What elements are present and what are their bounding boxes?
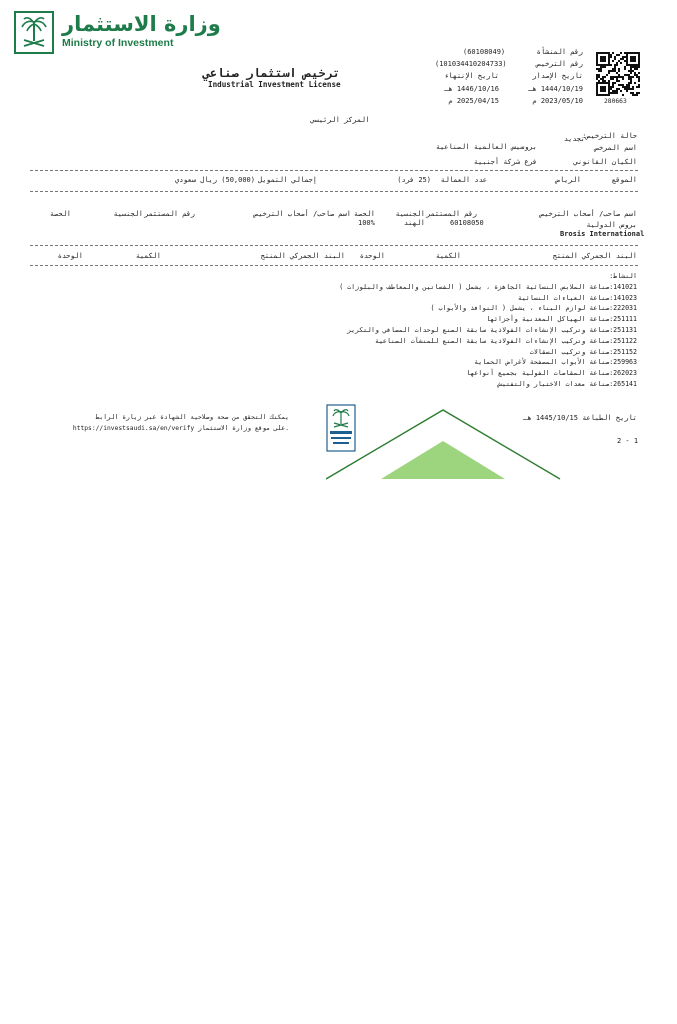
branch-label: المركز الرئيسي	[310, 116, 370, 124]
page-number: 2 - 1	[617, 437, 639, 445]
legal-entity-value: فرع شركة أجنبية	[473, 158, 537, 166]
owner-investor-number: 60108050	[450, 219, 484, 227]
qr-code	[596, 52, 640, 96]
logo-english-text: Ministry of Investment	[62, 37, 174, 49]
divider	[30, 245, 638, 246]
list-item: 265141:صناعة معدات الاختبار والتفتيش	[498, 379, 637, 388]
owners-header-name: اسم صاحب/ أصحاب الترخيص	[540, 210, 637, 218]
labor-label: عدد العمالة	[440, 176, 487, 184]
owners-header-investor-no: رقم المستثمر	[426, 210, 477, 218]
products-header-quantity-2: الكمية	[135, 252, 161, 260]
license-status-value: تجديد	[563, 135, 585, 143]
labor-value: (25 فرد)	[397, 176, 431, 184]
license-title-english: Industrial Investment License	[208, 80, 341, 89]
legal-entity-label: الكيان القانوني	[573, 158, 637, 166]
list-item: 251152:صناعة وتركيب السقالات	[529, 347, 637, 356]
expiry-date-label: تاريخ الإنتهاء	[444, 72, 499, 80]
verify-text-line1: يمكنك التحقق من صحة وصلاحية الشهادة عبر زيارة الرابط	[95, 414, 289, 421]
decorative-triangle-graphic	[326, 408, 562, 480]
location-label: الموقع	[611, 176, 637, 184]
owners-header-share-2: الحصة	[49, 210, 71, 218]
owners-header-nationality: الجنسية	[395, 210, 425, 218]
owner-share: 100%	[358, 219, 375, 227]
ministry-logo	[14, 11, 221, 57]
owners-header-name-2: اسم صاحب/ أصحاب الترخيص	[254, 210, 351, 218]
owners-header-nationality-2: الجنسية	[113, 210, 143, 218]
list-item: 251122:صناعة وتركيب الإنشاءات الفولاذية سابقة الصنع للمنشآت الصناعية	[374, 336, 637, 345]
facility-number-value: (60108049)	[463, 48, 506, 56]
owners-header-share: الحصة	[353, 210, 375, 218]
list-item: 259963:صناعة الأبواب المصفحة لأغراض الحماية	[474, 358, 637, 367]
products-header-customs-item-2: البند الجمركي المنتج	[260, 252, 345, 260]
activities-list	[339, 271, 637, 390]
facility-number-label: رقم المنشأة	[536, 48, 583, 56]
qr-number: 280663	[604, 98, 627, 105]
list-item: 251131:صناعة وتركيب الإنشاءات الفولاذية سابقة الصنع لوحدات المصافي والتكرير	[347, 325, 637, 334]
list-item: 141023:صناعة العباءات النسائية	[517, 293, 637, 302]
expiry-date-hijri: 1446/10/16 هـ	[444, 85, 499, 93]
list-item: 262023:صناعة المقاصات الفولية بجميع أنواعها	[466, 369, 637, 378]
print-date: تاريخ الطباعة 1445/10/15 هـ	[523, 414, 637, 422]
issue-date-label: تاريخ الإصدار	[532, 72, 583, 80]
licensee-name-value: بروسيس العالمية الصناعية	[435, 143, 537, 151]
palm-emblem-icon	[14, 11, 54, 54]
logo-arabic-text: وزارة الاستثمار	[62, 12, 221, 36]
divider	[30, 265, 638, 266]
owner-name-english: Brosis International	[560, 230, 645, 238]
owner-nationality: الهند	[403, 219, 425, 227]
issue-date-hijri: 1444/10/19 هـ	[528, 85, 583, 93]
activities-title: النشاط:	[609, 272, 637, 280]
list-item: 222031:صناعة لوازم البناء ، يشمل ( النوافذ والأبواب )	[430, 304, 637, 313]
expiry-date-gregorian: 2025/04/15 م	[448, 97, 499, 105]
products-header-unit: الوحدة	[359, 252, 385, 260]
list-item: 141021:صناعة الملابس النسائية الجاهزة ، يشمل ( الفساتين والمعاطف والبلوزات )	[339, 282, 637, 291]
owners-header-investor-no-2: رقم المستثمر	[144, 210, 195, 218]
license-number-label: رقم الترخيص	[536, 60, 583, 68]
location-value: الرياض	[555, 176, 581, 184]
divider	[30, 191, 638, 192]
products-header-quantity: الكمية	[435, 252, 461, 260]
list-item: 251111:صناعة الهياكل المعدنية وأجزائها	[486, 315, 637, 324]
owner-name-arabic: بروس الدولية	[586, 221, 637, 229]
divider	[30, 170, 638, 171]
products-header-customs-item: البند الجمركي المنتج	[552, 252, 637, 260]
license-number-value: (101034410204733)	[435, 60, 507, 68]
verify-text-line2: https://investsaudi.sa/en/verify على موقع وزارة الاستثمار.	[72, 425, 289, 432]
issue-date-gregorian: 2023/05/10 م	[532, 97, 583, 105]
license-title-arabic: ترخيص استثمار صناعي	[202, 66, 340, 80]
licensee-name-label: اسم المرخص	[594, 144, 637, 152]
license-status-label: حالة الترخيص:	[582, 132, 637, 140]
products-header-unit-2: الوحدة	[57, 252, 83, 260]
finance-label: إجمالي التمويل	[257, 176, 317, 184]
finance-value: (50,000) ريال سعودي	[174, 176, 255, 184]
